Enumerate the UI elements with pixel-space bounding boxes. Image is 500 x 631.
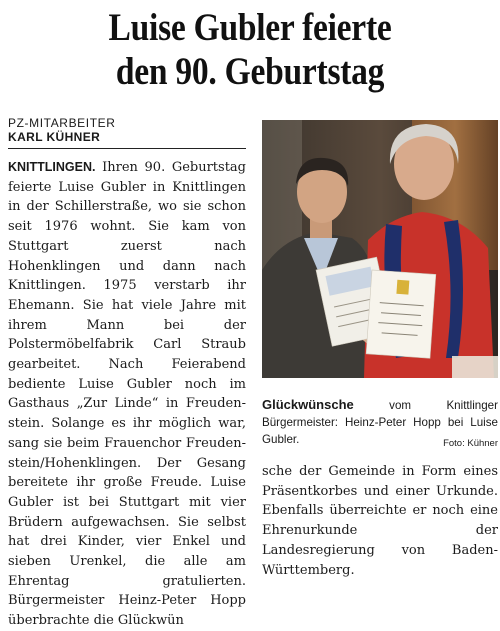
article-photo [262,120,498,378]
honor-certificate [366,270,436,358]
state-emblem [396,280,409,295]
headline-line-2: den 90. Geburtstag [115,50,385,93]
table-corner [452,356,498,378]
photo-credit: Foto: Kühner [443,438,498,449]
dateline: KNITTLINGEN. [8,160,96,174]
caption-text: vom Knittlinger Bürgermeister: Heinz-Peter Hopp bei Luise Gubler. [262,399,498,446]
photo-illustration [262,120,498,378]
byline-role: PZ-MITARBEITER [8,116,116,130]
body-text-column-2: sche der Gemeinde in Form eines Präsentkorbes und einer Urkunde. Ebenfalls überreichte er noch eine Ehrenurkunde der Landesregierung von Baden-Württemberg. [262,464,498,578]
article-body-column-1 [8,158,246,631]
caption-lead: Glückwünsche [262,397,354,412]
headline-line-1: Luise Gubler feierte [108,6,392,49]
byline [8,116,116,144]
article-headline [35,6,465,94]
byline-author: KARL KÜHNER [8,130,101,144]
byline-divider [8,148,246,149]
body-text-column-1: Ihren 90. Geburtstag feierte Luise Gubler in Knittlingen in der Schillerstraße, wo sie schon seit 1976 wohnt. Sie kam von Stuttgart zuerst nach Hohenklingen und dann nach Knittlingen. 1975 verstarb ihr Ehemann. Sie hat viele Jahre mit ihrem Mann bei der Polstermöbelfabrik Carl Straub gearbeitet. Nach Feierabend bediente Luise Gubler noch im Gasthaus „Zur Linde“ in Freudenstein. Solange es ihr möglich war, sang sie beim Frauenchor Freudenstein/Hohenklingen. Der Gesang bereitete ihr große Freude. Luise Gubler ist bei Stuttgart mit vier Brüdern aufgewachsen. Sie selbst hat drei Kinder, vier Enkel und sieben Urenkel, die alle am Ehrentag gratulierten. Bürgermeister Heinz-Peter Hopp überbrachte die Glückwün [8,160,246,629]
